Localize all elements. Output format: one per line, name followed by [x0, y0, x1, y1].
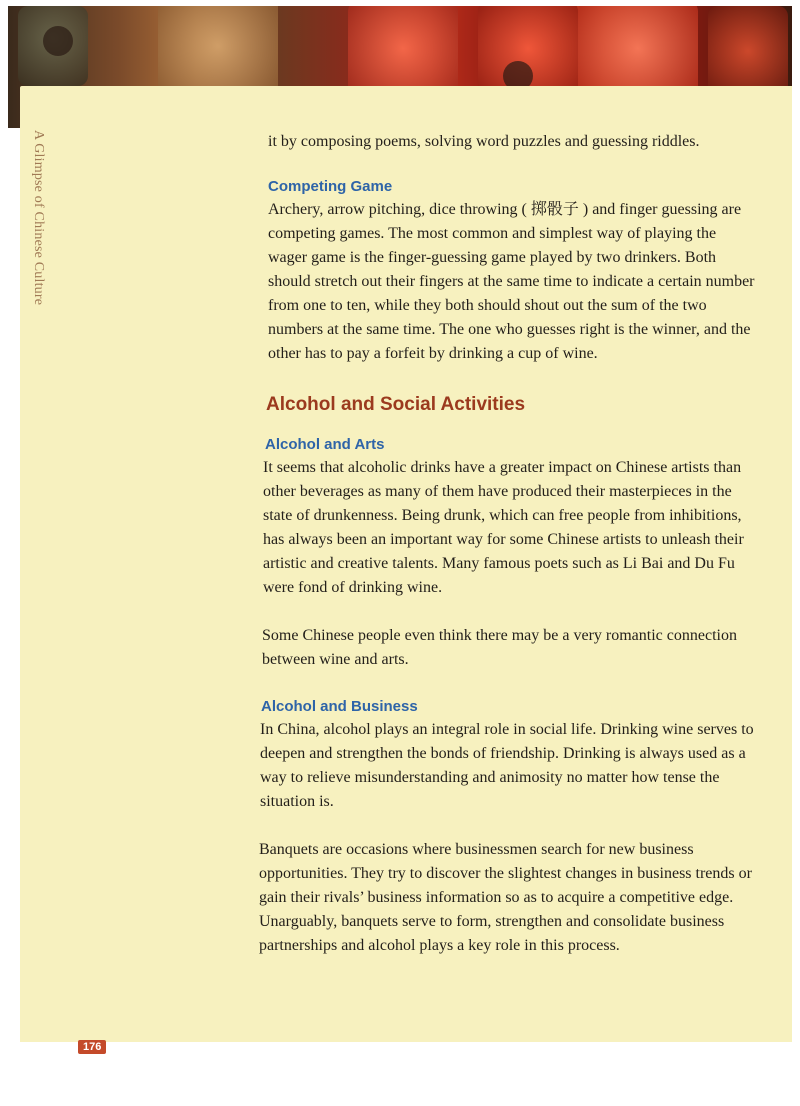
- competing-game-paragraph: Archery, arrow pitching, dice throwing ( 掷骰子 ) and finger guessing are competing games. The most common and simplest way of playing the wager game is the finger-guessing game played by two drinkers. Both should stretch out their fingers at the same time to indicate a certain number from one to ten, while they both should shout out the sum of the two numbers at the same time. The one who guesses right is the winner, and the other has to pay a forfeit by drinking a cup of wine.: [268, 201, 755, 362]
- lantern-shape: [708, 6, 788, 96]
- arts-paragraph-2: Some Chinese people even think there may be a very romantic connection between wine and arts.: [262, 627, 737, 668]
- lantern-shape: [158, 6, 278, 96]
- arts-paragraph-1: It seems that alcoholic drinks have a greater impact on Chinese artists than other beverages as many of them have produced their masterpieces in the state of drunkenness. Being drunk, which can free people from inhibitions, has always been an important way for some Chinese artists to unleash their artistic and creative talents. Many famous poets such as Li Bai and Du Fu were fond of drinking wine.: [263, 459, 744, 596]
- page-number-badge: 176: [78, 1040, 106, 1054]
- main-content: [259, 130, 759, 958]
- heading-alcohol-business: Alcohol and Business: [261, 698, 418, 715]
- heading-competing-game: Competing Game: [268, 178, 393, 195]
- business-paragraph-1: In China, alcohol plays an integral role in social life. Drinking wine serves to deepen and strengthen the bonds of friendship. Drinking is always used as a way to relieve misunderstanding and animosity no matter how tense the situation is.: [260, 721, 754, 810]
- book-title-vertical: A Glimpse of Chinese Culture: [31, 130, 46, 306]
- lantern-shape: [578, 6, 698, 96]
- heading-alcohol-arts: Alcohol and Arts: [265, 436, 385, 453]
- lantern-ornament: [43, 26, 73, 56]
- business-paragraph-2: Banquets are occasions where businessmen search for new business opportunities. They try to discover the slightest changes in business trends or gain their rivals’ business information so as to acquire a competitive edge. Unarguably, banquets serve to form, strengthen and consolidate business partnerships and alcohol plays a key role in this process.: [259, 841, 752, 954]
- intro-paragraph: it by composing poems, solving word puzzles and guessing riddles.: [268, 133, 700, 150]
- heading-alcohol-social: Alcohol and Social Activities: [266, 394, 526, 415]
- lantern-shape: [348, 6, 458, 96]
